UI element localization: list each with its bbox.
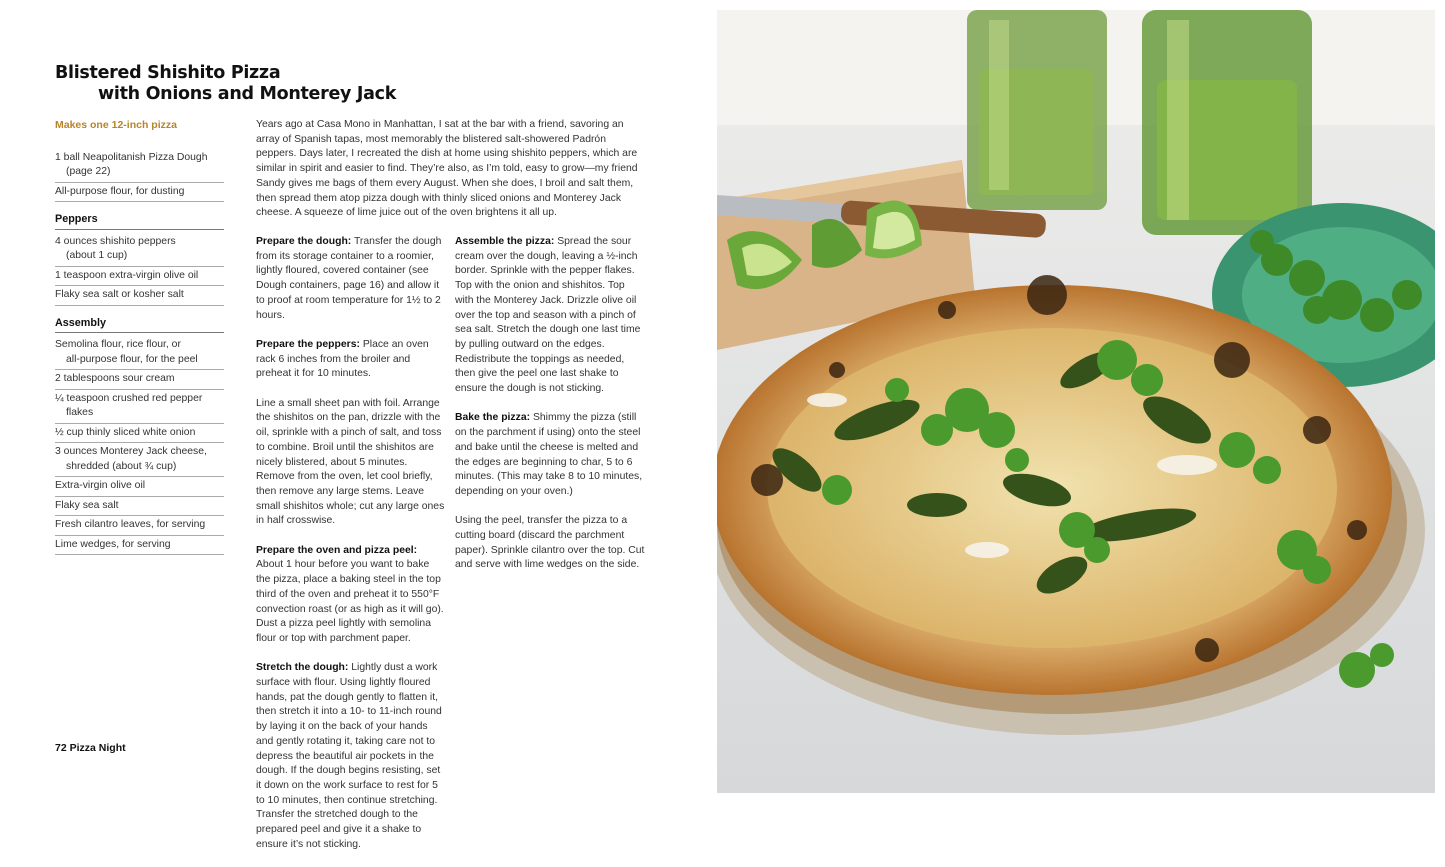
ingredient-text: Lime wedges, for serving [55,538,171,550]
ingredient-item [55,183,224,203]
ingredient-text-cont: shredded (about ¾ cup) [66,460,177,472]
green-glass-left [967,10,1107,210]
step-assemble-pizza [455,235,645,397]
ingredient-text: ½ cup thinly sliced white onion [55,426,196,438]
step-text: Lightly dust a work surface with flour. Using lightly floured hands, pat the dough gently to flatten it, then stretch it into a 10- to 11-inch round by laying it on the back of your hands and gently rotating it, taking care not to depress the beautiful air pockets in the dough. If the dough begins resisting, set it down on the work surface to rest for 5 to 10 minutes, then continue stretching. Transfer the stretched dough to the prepared peel and give it a shake to ensure it’s not sticking. [256,662,442,850]
ingredient-text-cont: all-purpose flour, for the peel [66,353,198,365]
ingredient-text: 1 ball Neapolitanish Pizza Dough [55,151,208,163]
ingredients-base [55,149,224,203]
ingredient-item [55,390,224,424]
step-heading: Prepare the dough: [256,236,352,247]
step-heading: Assemble the pizza: [455,236,555,247]
green-glass-right [1142,10,1312,235]
ingredient-text: ¼ teaspoon crushed red pepper [55,392,203,404]
ingredient-item [55,370,224,390]
method-column-1 [256,235,446,867]
step-bake-pizza [455,411,645,499]
ingredient-item [55,267,224,287]
ingredient-group-assembly: Assembly [55,316,224,334]
page-folio: 72 Pizza Night [55,742,126,754]
ingredients-assembly [55,336,224,555]
step-prepare-peppers-cont: Line a small sheet pan with foil. Arrange the shishitos on the pan, drizzle with the oil, sprinkle with a pinch of salt, and toss to combine. Broil until the shishitos are nicely blistered, about 5 minutes. Remove from the oven, let cool briefly, then remove any large stems. Leave small shishitos whole; cut any large ones in half crosswise. [256,397,445,527]
step-bake-pizza-cont: Using the peel, transfer the pizza to a cutting board (discard the parchment paper). Sprinkle cilantro over the top. Cut and serve with lime wedges on the side. [455,515,645,571]
step-heading: Prepare the oven and pizza peel: [256,544,418,556]
ingredient-item [55,424,224,444]
ingredient-text: 2 tablespoons sour cream [55,373,175,384]
recipe-yield: Makes one 12-inch pizza [55,119,177,131]
ingredient-text: All-purpose flour, for dusting [55,185,185,197]
ingredient-item [55,286,224,306]
ingredient-item [55,149,224,183]
ingredient-text: 3 ounces Monterey Jack cheese, [55,446,207,457]
ingredients-list [55,118,224,555]
ingredient-text: Extra-virgin olive oil [55,480,146,491]
ingredients-peppers [55,233,224,306]
recipe-page [0,0,716,850]
method-column-2 [455,235,645,588]
ingredient-group-peppers: Peppers [55,212,224,230]
ingredient-text: Flaky sea salt or kosher salt [55,289,184,300]
ingredient-text: 4 ounces shishito peppers [55,235,176,247]
step-prepare-dough [256,235,446,323]
ingredient-text-cont: flakes [66,407,94,418]
ingredient-item [55,516,224,536]
step-prepare-peppers [256,338,446,382]
step-heading: Prepare the peppers: [256,338,360,350]
step-stretch-dough [256,661,446,852]
ingredient-text-cont: (about 1 cup) [66,250,128,261]
step-heading: Bake the pizza: [455,412,531,424]
ingredient-item [55,336,224,370]
ingredient-text: Fresh cilantro leaves, for serving [55,519,206,530]
recipe-title [55,63,396,105]
step-prepare-oven [256,544,446,647]
step-text: Shimmy the pizza (still on the parchment if using) onto the steel and bake until the cheese is melted and the edges are beginning to char, 5 to 6 minutes. (This may take 8 to 10 minutes, depending on your oven.) [455,412,643,497]
step-text: Transfer the dough from its storage container to a roomier, lightly floured, covered container (see Dough containers, page 16) and allow it to proof at room temperature for 1½ to 2 hours. [256,236,442,321]
ingredient-item [55,443,224,477]
ingredient-item [55,477,224,497]
ingredient-text: 1 teaspoon extra-virgin olive oil [55,269,199,281]
ingredient-text-cont: (page 22) [66,166,111,177]
ingredient-item [55,233,224,267]
pizza-photo [717,10,1435,793]
step-text: About 1 hour before you want to bake the pizza, place a baking steel in the top third of the oven and preheat it to 550°F convection roast (or as high as it will go). Dust a pizza peel lightly with semolina flour or top with parchment paper. [256,559,444,644]
recipe-title-line2: with Onions and Monterey Jack [98,84,397,104]
step-heading: Stretch the dough: [256,662,349,674]
recipe-title-line1: Blistered Shishito Pizza [55,63,281,83]
recipe-intro: Years ago at Casa Mono in Manhattan, I sat at the bar with a friend, savoring an array of Spanish tapas, most memorably the blistered salt-showered Padrón peppers. Days later, I recreated the dish at home using shishito peppers, which are similar in spirit and easier to find. They’re also, as I’m told, easy to grow—my friend Sandy gives me bags of them every August. When she does, I broil and salt them, then spread them atop pizza dough with thinly sliced onions and Monterey Jack cheese. A squeeze of lime juice out of the oven brightens it all up. [256,119,638,219]
ingredient-text: Flaky sea salt [55,499,119,511]
ingredient-item [55,536,224,556]
ingredient-item [55,497,224,517]
step-text: Spread the sour cream over the dough, leaving a ½-inch border. Sprinkle with the pepper flakes. Top with the onion and shishitos. Top with the Monterey Jack. Drizzle olive oil over the top and season with a pinch of sea salt. Stretch the dough one last time by pulling outward on the edges. Redistribute the toppings as needed, then give the peel one last shake to ensure the dough is not sticking. [455,236,641,395]
step-text: Place an oven rack 6 inches from the broiler and preheat it for 10 minutes. [256,338,429,380]
ingredient-text: Semolina flour, rice flour, or [55,339,181,350]
